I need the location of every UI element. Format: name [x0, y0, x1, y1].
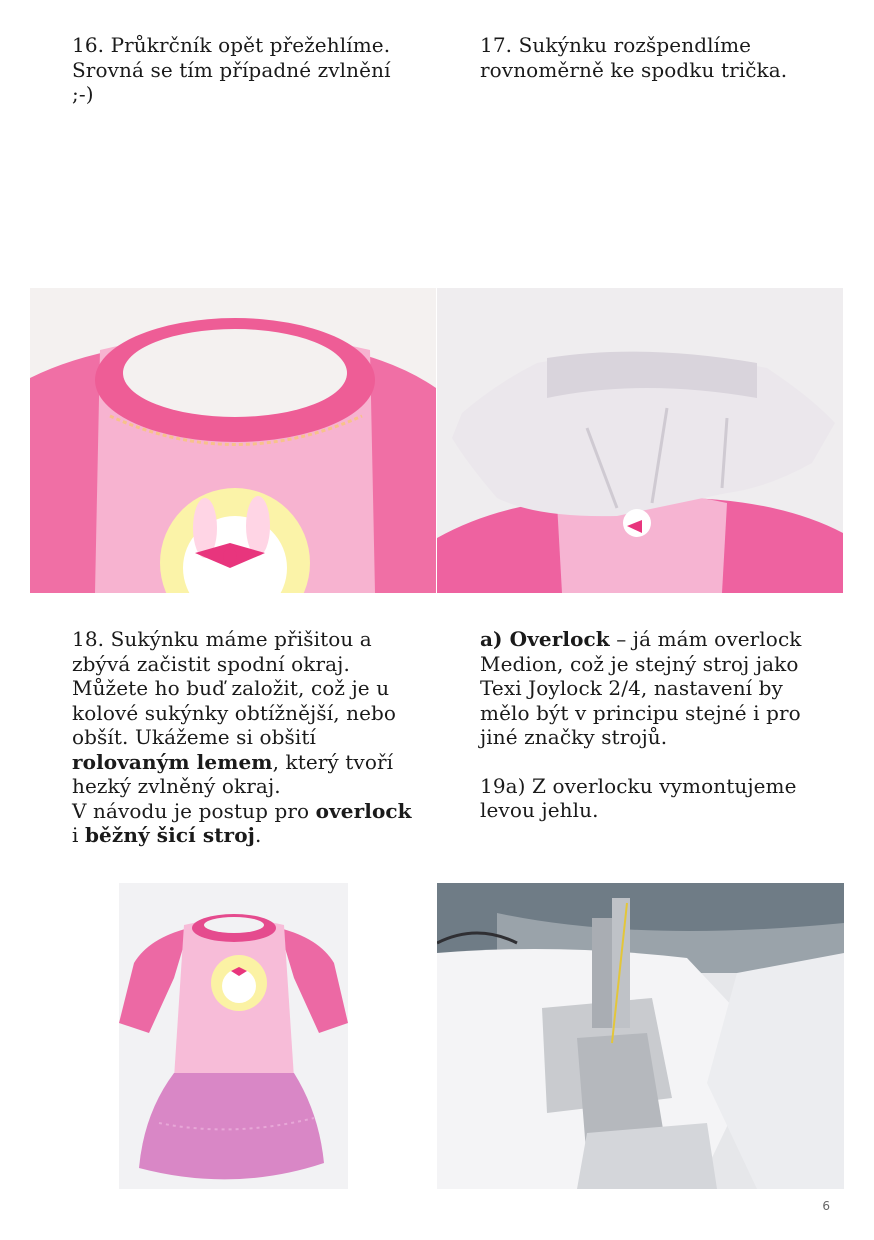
step-a-paragraph [480, 627, 825, 750]
step-18-part-2: , který tvoří hezký zvlněný okraj. [72, 749, 394, 798]
step-18-paragraph [72, 627, 417, 799]
page-number: 6 [822, 1199, 830, 1213]
step-17-paragraph: 17. Sukýnku rozšpendlíme rovnoměrně ke spodku trička. [480, 33, 788, 82]
step-18-part-3: V návodu je postup pro [72, 798, 310, 823]
step-18-bold-rolled-hem: rolovaným lemem [72, 749, 273, 774]
overlock-machine-photo [437, 883, 844, 1189]
step-a-text [480, 627, 825, 823]
step-18-text [72, 627, 417, 848]
paragraph-gap [480, 750, 825, 774]
step-a-bold-overlock: a) Overlock [480, 627, 610, 651]
step-16-text [72, 33, 412, 107]
step-19a-paragraph: 19a) Z overlocku vymontujeme levou jehlu. [480, 773, 797, 822]
step-18-end: . [254, 823, 262, 847]
neckband-photo [30, 288, 436, 593]
step-18-paragraph-2 [72, 799, 417, 848]
skirt-pinned-photo [437, 288, 843, 593]
step-16-paragraph: 16. Průkrčník opět přežehlíme. Srovná se tím případné zvlnění ;-) [72, 33, 391, 106]
step-a-body: – já mám overlock Medion, což je stejný stroj jako Texi Joylock 2/4, nastavení by mělo být v principu stejné i pro jiné značky strojů. [480, 627, 802, 749]
step-18-part-1: 18. Sukýnku máme přišitou a zbývá začistit spodní okraj. Můžete ho buď založit, což je u kolové sukýnky obtížnější, nebo obšít. Ukážeme si obšití [72, 627, 397, 749]
step-18-part-mid: i [72, 823, 85, 847]
step-18-bold-machine: běžný šicí stroj [84, 823, 255, 847]
step-17-text [480, 33, 810, 82]
finished-dress-photo [119, 883, 348, 1189]
step-18-bold-overlock: overlock [315, 798, 412, 823]
